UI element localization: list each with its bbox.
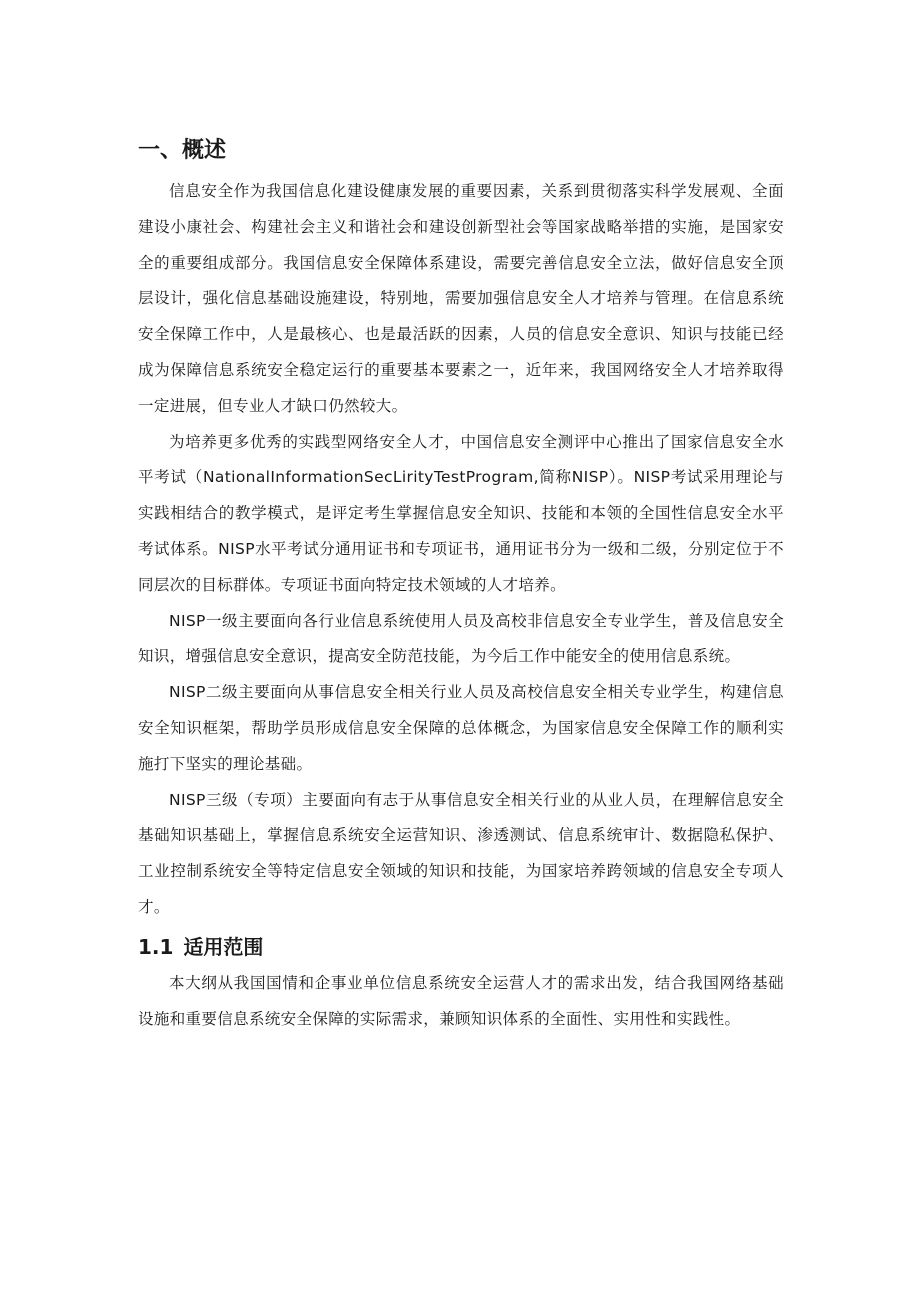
- paragraph-nisp-level-3: NISP三级（专项）主要面向有志于从事信息安全相关行业的从业人员，在理解信息安全基础知识基础上，掌握信息系统安全运营知识、渗透测试、信息系统审计、数据隐私保护、工业控制系统安全等特定信息安全领域的知识和技能，为国家培养跨领域的信息安全专项人才。: [138, 790, 784, 916]
- subsection-title-text: 适用范围: [183, 934, 264, 959]
- subsection-number: 1.1: [138, 934, 174, 959]
- paragraph-overview-1: 信息安全作为我国信息化建设健康发展的重要因素，关系到贯彻落实科学发展观、全面建设小康社会、构建社会主义和谐社会和建设创新型社会等国家战略举措的实施，是国家安全的重要组成部分。我国信息安全保障体系建设，需要完善信息安全立法，做好信息安全顶层设计，强化信息基础设施建设，特别地，需要加强信息安全人才培养与管理。在信息系统安全保障工作中，人是最核心、也是最活跃的因素，人员的信息安全意识、知识与技能已经成为保障信息系统安全稳定运行的重要基本要素之一，近年来，我国网络安全人才培养取得一定进展，但专业人才缺口仍然较大。: [138, 182, 784, 415]
- paragraph-nisp-level-2: NISP二级主要面向从事信息安全相关行业人员及高校信息安全相关专业学生，构建信息安全知识框架，帮助学员形成信息安全保障的总体概念，为国家信息安全保障工作的顺利实施打下坚实的理论基础。: [138, 683, 784, 773]
- section-title: 一、概述: [138, 138, 227, 163]
- paragraph-nisp-level-1: NISP一级主要面向各行业信息系统使用人员及高校非信息安全专业学生，普及信息安全知识，增强信息安全意识，提高安全防范技能，为今后工作中能安全的使用信息系统。: [138, 611, 784, 666]
- paragraph-scope: 本大纲从我国国情和企事业单位信息系统安全运营人才的需求出发，结合我国网络基础设施和重要信息系统安全保障的实际需求，兼顾知识体系的全面性、实用性和实践性。: [138, 973, 784, 1028]
- document-page: [138, 134, 784, 1037]
- subsection-title: [138, 930, 784, 964]
- paragraph-overview-2: 为培养更多优秀的实践型网络安全人才，中国信息安全测评中心推出了国家信息安全水平考试（NationalInformationSecLirityTestProgram,简称NISP）。NISP考试采用理论与实践相结合的教学模式，是评定考生掌握信息安全知识、技能和本领的全国性信息安全水平考试体系。NISP水平考试分通用证书和专项证书，通用证书分为一级和二级，分别定位于不同层次的目标群体。专项证书面向特定技术领域的人才培养。: [138, 432, 784, 594]
